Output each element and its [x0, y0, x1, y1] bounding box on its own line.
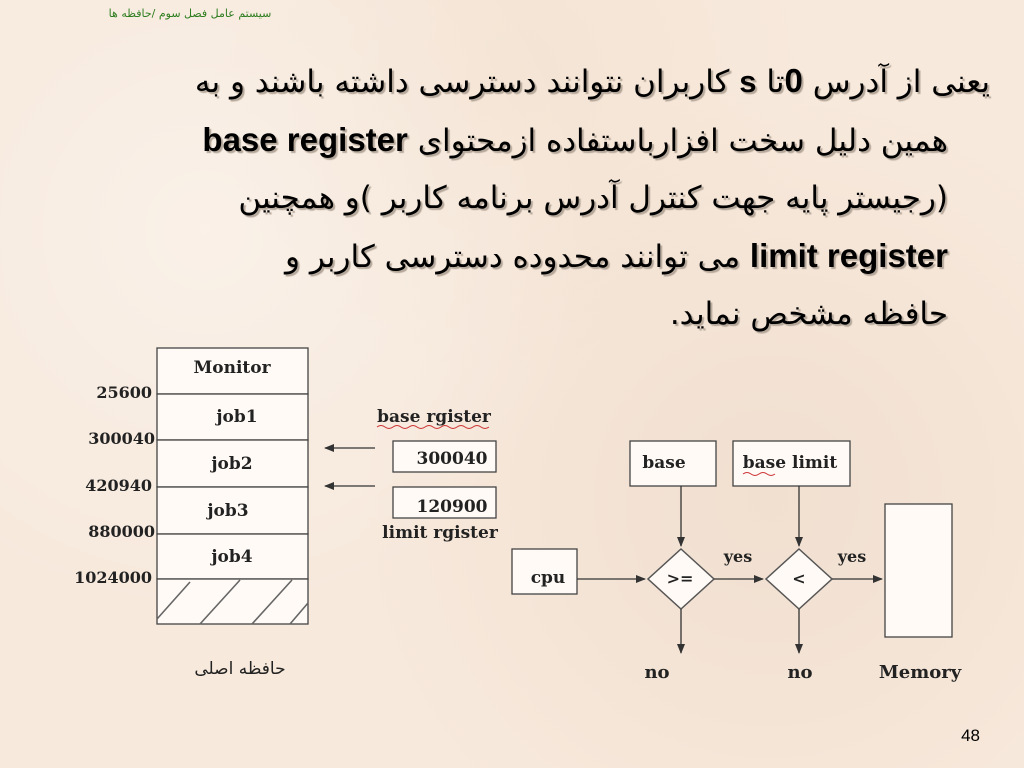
l1-text-c: کاربران نتوانند دسترسی داشته باشند و به: [194, 64, 740, 100]
address-1024000: 1024000: [74, 568, 152, 587]
memory-label-job1: job1: [216, 407, 258, 427]
slide-header: سیستم عامل فصل سوم /حافظه ها: [108, 7, 272, 20]
paragraph-line-4: [45, 227, 948, 286]
address-25600: 25600: [96, 383, 152, 402]
l1-s: s: [739, 64, 757, 99]
no-label-2: no: [787, 662, 813, 683]
memory-caption: حافظه اصلی: [194, 659, 286, 679]
base-register-label: base rgister: [377, 407, 491, 427]
address-300040: 300040: [88, 429, 155, 448]
l4-limit-register: limit register: [749, 237, 948, 274]
base-register-value: 300040: [416, 449, 488, 469]
no-label-1: no: [644, 662, 670, 683]
paragraph-line-1: [45, 52, 990, 111]
memory-protection-diagram: [0, 330, 1024, 710]
slide-paragraph: [45, 52, 990, 343]
address-420940: 420940: [85, 476, 152, 495]
base-limit-box-label: base limit: [742, 453, 838, 473]
memory-label-job3: job3: [207, 501, 249, 521]
flow-arrows: [577, 486, 882, 653]
l2-base-register: base register: [202, 121, 408, 158]
memory-stack: [157, 348, 308, 624]
memory-label-monitor: Monitor: [193, 358, 271, 378]
cpu-label: cpu: [530, 568, 566, 588]
paragraph-line-2: [45, 111, 948, 170]
limit-register-label: limit rgister: [382, 523, 498, 543]
memory-label-job4: job4: [211, 547, 253, 567]
l1-text-a: یعنی از آدرس: [802, 64, 990, 100]
l2-text: همین دلیل سخت افزارباستفاده ازمحتوای: [407, 123, 948, 159]
address-880000: 880000: [88, 522, 155, 541]
memory-label: Memory: [878, 662, 962, 683]
compare-ge-label: >=: [666, 569, 694, 588]
l1-text-b: تا: [756, 64, 785, 100]
compare-lt-label: <: [792, 569, 806, 588]
l4-text: می توانند محدوده دسترسی کاربر و: [285, 239, 750, 275]
paragraph-line-3: (رجیستر پایه جهت کنترل آدرس برنامه کاربر )و همچنین: [238, 180, 948, 216]
base-box-label: base: [642, 453, 686, 473]
memory-box: [885, 504, 952, 637]
l1-number: 0: [784, 62, 803, 99]
yes-label-2: yes: [837, 547, 867, 566]
memory-label-job2: job2: [211, 454, 253, 474]
limit-register-value: 120900: [416, 497, 488, 517]
memory-free-block: [157, 579, 308, 624]
paragraph-line-5: حافظه مشخص نماید.: [669, 296, 948, 332]
yes-label-1: yes: [723, 547, 753, 566]
page-number: 48: [961, 726, 980, 745]
